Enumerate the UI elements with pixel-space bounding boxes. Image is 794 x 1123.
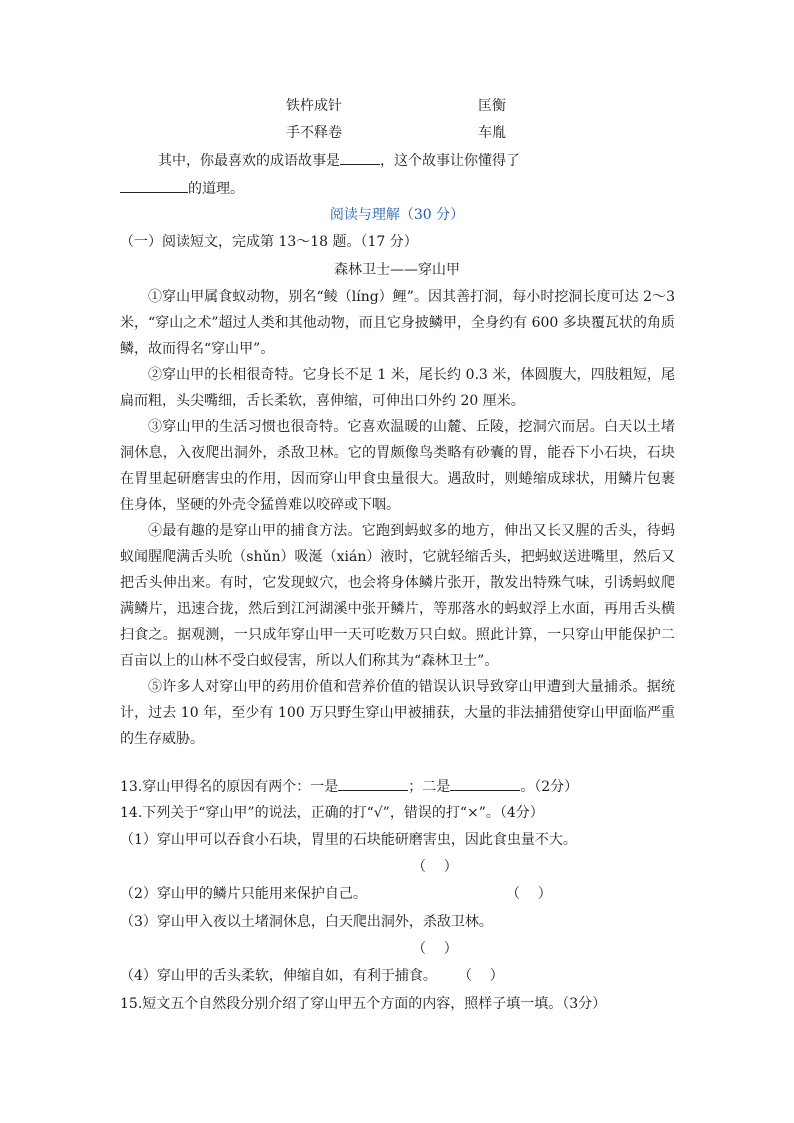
idiom-left-2: 手不释卷 — [286, 125, 342, 141]
favorite-text-1: 其中，你最喜欢的成语故事是 — [158, 153, 340, 169]
q14-answer-box-4[interactable]: （ ） — [458, 968, 504, 984]
q14-answer-box-3[interactable]: （ ） — [412, 941, 458, 957]
q14-answer-box-2[interactable]: （ ） — [506, 886, 552, 902]
article-title: 森林卫士——穿山甲 — [334, 262, 460, 278]
q13-blank-1[interactable] — [338, 776, 408, 791]
q13-text-a: 13.穿山甲得名的原因有两个：一是 — [120, 779, 339, 795]
part-intro: （一）阅读短文，完成第 13～18 题。（17 分） — [120, 234, 418, 250]
article-paragraph-3: ③穿山甲的生活习惯也很奇特。它喜欢温暖的山麓、丘陵，挖洞穴而居。白天以土堵洞休息，入夜爬出洞外，杀敌卫林。它的胃颇像鸟类略有砂囊的胃，能吞下小石块，石块在胃里起研磨害虫的作用，因而穿山甲食虫量很大。遇敌时，则蜷缩成球状，用鳞片包裹住身体，坚硬的外壳令猛兽难以咬碎或下咽。 — [120, 419, 675, 513]
favorite-idiom-blank[interactable] — [340, 150, 380, 165]
question-13 — [120, 776, 578, 797]
q14-item-3: （3）穿山甲入夜以土堵洞休息，白天爬出洞外，杀敌卫林。 — [120, 914, 493, 930]
article-paragraph-2: ②穿山甲的长相很奇特。它身长不足 1 米，尾长约 0.3 米，体圆腹大，四肢粗短，尾扁而粗，头尖嘴细，舌长柔软，喜伸缩，可伸出口外约 20 厘米。 — [120, 367, 675, 409]
idiom-left-1: 铁杵成针 — [286, 98, 342, 114]
q13-text-b: ；二是 — [408, 779, 451, 795]
section-title: 阅读与理解（30 分） — [329, 207, 465, 223]
article-paragraph-1: ①穿山甲属食蚁动物，别名“鲮（líng）鲤”。因其善打洞，每小时挖洞长度可达 2～3 米，“穿山之术”超过人类和其他动物，而且它身披鳞甲，全身约有 600 多块覆瓦状的角质鳞，故而得名“穿山甲”。 — [120, 289, 675, 357]
article-paragraph-4: ④最有趣的是穿山甲的捕食方法。它跑到蚂蚁多的地方，伸出又长又腥的舌头，待蚂蚁闻腥爬满舌头吮（shǔn）吸涎（xián）液时，它就轻缩舌头，把蚂蚁送进嘴里，然后又把舌头伸出来。有时，它发现蚁穴，也会将身体鳞片张开，散发出特殊气味，引诱蚂蚁爬满鳞片，迅速合拢，然后到江河湖溪中张开鳞片，等那落水的蚂蚁浮上水面，再用舌头横扫食之。据观测，一只成年穿山甲一天可吃数万只白蚁。照此计算，一只穿山甲能保护二百亩以上的山林不受白蚁侵害，所以人们称其为“森林卫士”。 — [120, 523, 675, 669]
q14-answer-box-1[interactable]: （ ） — [412, 859, 458, 875]
favorite-text-2: ，这个故事让你懂得了 — [380, 153, 520, 169]
favorite-question — [158, 150, 520, 171]
q14-item-4: （4）穿山甲的舌头柔软，伸缩自如，有利于捕食。 — [120, 968, 437, 984]
question-15: 15.短文五个自然段分别介绍了穿山甲五个方面的内容，照样子填一填。（3分） — [120, 996, 607, 1012]
question-14-stem: 14.下列关于“穿山甲”的说法，正确的打“√”，错误的打“×”。（4分） — [120, 805, 544, 821]
favorite-reason-blank[interactable] — [120, 178, 188, 193]
q14-item-1: （1）穿山甲可以吞食小石块，胃里的石块能研磨害虫，因此食虫量不大。 — [120, 832, 577, 848]
q13-blank-2[interactable] — [450, 776, 520, 791]
idiom-right-2: 车胤 — [478, 125, 506, 141]
idiom-right-1: 匡衡 — [478, 98, 506, 114]
q14-item-2: （2）穿山甲的鳞片只能用来保护自己。 — [120, 886, 367, 902]
q13-text-c: 。（2分） — [520, 779, 579, 795]
article-body — [120, 284, 675, 752]
favorite-question-cont — [120, 178, 244, 199]
article-paragraph-5: ⑤许多人对穿山甲的药用价值和营养价值的错误认识导致穿山甲遭到大量捕杀。据统计，过去 10 年，至少有 100 万只野生穿山甲被捕获，大量的非法捕猎使穿山甲面临严重的生存威胁。 — [120, 679, 675, 747]
favorite-text-3: 的道理。 — [188, 181, 244, 197]
